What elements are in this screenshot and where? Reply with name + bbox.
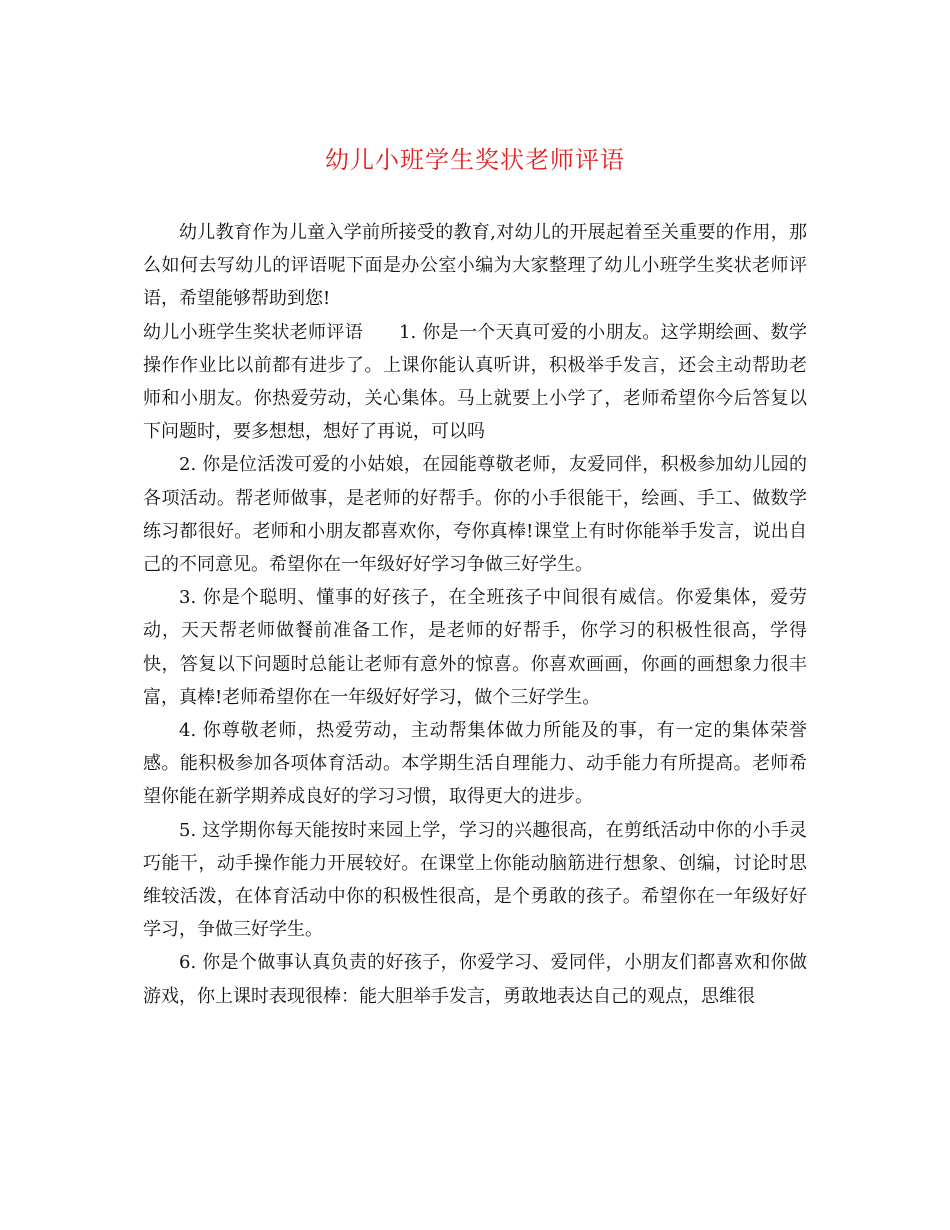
section-heading: 幼儿小班学生奖状老师评语 [143,321,364,343]
document-title: 幼儿小班学生奖状老师评语 [325,146,625,174]
comment-item-3: 3. 你是个聪明、懂事的好孩子，在全班孩子中间很有威信。你爱集体，爱劳动，天天帮老师做餐前准备工作，是老师的好帮手，你学习的积极性很高，学得快，答复以下问题时总能让老师有意外的惊喜。你喜欢画画，你画的画想象力很丰富，真棒!老师希望你在一年级好好学习，做个三好学生。 [143,587,807,708]
comment-item-1: 1. 你是一个天真可爱的小朋友。这学期绘画、数学操作作业比以前都有进步了。上课你能认真听讲，积极举手发言，还会主动帮助老师和小朋友。你热爱劳动，关心集体。马上就要上小学了，老师希望你今后答复以下问题时，要多想想，想好了再说，可以吗 [143,321,807,443]
first-item-paragraph [143,316,807,449]
comment-item-4: 4. 你尊敬老师，热爱劳动，主动帮集体做力所能及的事，有一定的集体荣誉感。能积极参加各项体育活动。本学期生活自理能力、动手能力有所提高。老师希望你能在新学期养成良好的学习习惯，取得更大的进步。 [143,720,807,808]
intro-paragraph: 幼儿教育作为儿童入学前所接受的教育,对幼儿的开展起着至关重要的作用，那么如何去写幼儿的评语呢下面是办公室小编为大家整理了幼儿小班学生奖状老师评语，希望能够帮助到您! [143,222,807,310]
comment-item-5: 5. 这学期你每天能按时来园上学，学习的兴趣很高，在剪纸活动中你的小手灵巧能干，动手操作能力开展较好。在课堂上你能动脑筋进行想象、创编，讨论时思维较活泼，在体育活动中你的积极性很高，是个勇敢的孩子。希望你在一年级好好学习，争做三好学生。 [143,819,807,941]
comment-item-6: 6. 你是个做事认真负责的好孩子，你爱学习、爱同伴，小朋友们都喜欢和你做游戏，你上课时表现很棒：能大胆举手发言，勇敢地表达自己的观点，思维很 [143,952,807,1007]
comment-item-2: 2. 你是位活泼可爱的小姑娘，在园能尊敬老师，友爱同伴，积极参加幼儿园的各项活动。帮老师做事，是老师的好帮手。你的小手很能干，绘画、手工、做数学练习都很好。老师和小朋友都喜欢你，夸你真棒!课堂上有时你能举手发言，说出自己的不同意见。希望你在一年级好好学习争做三好学生。 [143,454,807,576]
document-body [143,216,807,1013]
